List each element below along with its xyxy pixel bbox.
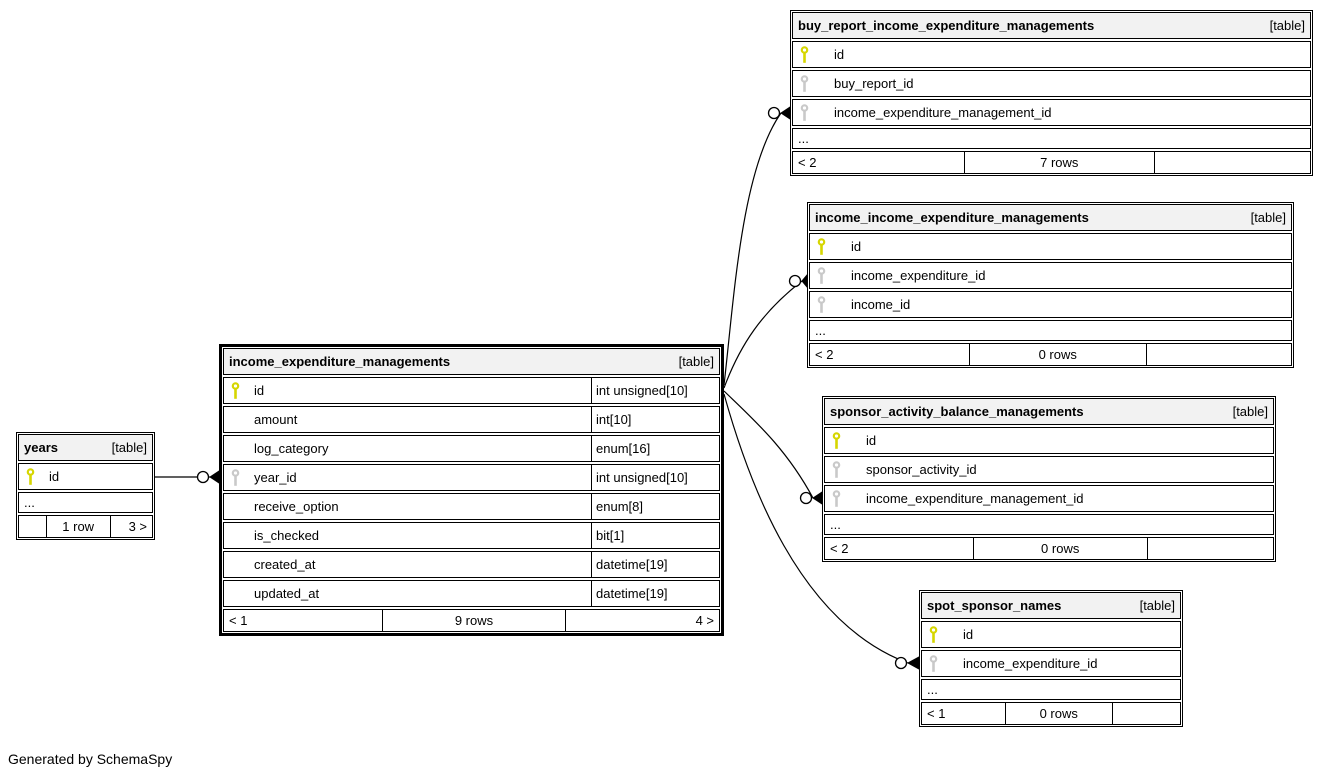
key-spacer	[231, 527, 241, 545]
column-type: enum[8]	[591, 494, 719, 519]
column-row-receive-option	[223, 493, 720, 520]
footer-rowcount: 9 rows	[382, 610, 565, 631]
column-name: log_category	[254, 441, 329, 456]
column-name: updated_at	[254, 586, 320, 601]
table-tag: [table]	[678, 354, 714, 369]
table-footer	[824, 537, 1274, 560]
column-name: buy_report_id	[834, 76, 914, 91]
table-footer	[792, 151, 1311, 174]
table-footer	[223, 609, 720, 632]
foreign-key-icon	[817, 267, 827, 285]
column-row-log-category	[223, 435, 720, 462]
footer-parents: < 1	[927, 706, 946, 721]
table-tag: [table]	[1232, 404, 1268, 419]
footer-rowcount: 0 rows	[1005, 703, 1113, 724]
column-name: id	[834, 47, 845, 62]
table-iem-header	[223, 348, 720, 375]
key-spacer	[231, 498, 241, 516]
column-row-id	[824, 427, 1274, 454]
column-name: id	[866, 433, 877, 448]
footer-parents: < 2	[815, 347, 834, 362]
more-columns-indicator: ...	[809, 320, 1292, 341]
column-row-created-at	[223, 551, 720, 578]
table-years-header	[18, 434, 153, 461]
footer-children	[1113, 703, 1180, 724]
table-footer	[18, 515, 153, 538]
table-footer	[921, 702, 1181, 725]
column-name: year_id	[254, 470, 297, 485]
column-name: is_checked	[254, 528, 320, 543]
column-name: amount	[254, 412, 298, 427]
primary-key-icon	[800, 46, 810, 64]
column-name: id	[851, 239, 862, 254]
column-name: income_expenditure_id	[963, 656, 1098, 671]
column-name: income_expenditure_management_id	[866, 491, 1084, 506]
column-row-income-expenditure-id	[809, 262, 1292, 289]
table-tag: [table]	[1269, 18, 1305, 33]
footer-children	[1148, 538, 1273, 559]
footer-children	[1147, 344, 1291, 365]
column-type: int unsigned[10]	[591, 465, 719, 490]
column-name: created_at	[254, 557, 316, 572]
column-type: datetime[19]	[591, 581, 719, 606]
table-title[interactable]: years	[24, 440, 58, 455]
more-columns-indicator: ...	[824, 514, 1274, 535]
column-row-id	[18, 463, 153, 490]
table-tag: [table]	[1139, 598, 1175, 613]
primary-key-icon	[817, 238, 827, 256]
column-row-amount	[223, 406, 720, 433]
column-row-income-expenditure-management-id	[792, 99, 1311, 126]
footer-children	[1155, 152, 1310, 173]
table-ssn-header	[921, 592, 1181, 619]
table-tag: [table]	[1250, 210, 1286, 225]
table-title[interactable]: buy_report_income_expenditure_managements	[798, 18, 1095, 33]
table-income-expenditure-managements[interactable]	[219, 344, 724, 636]
primary-key-icon	[231, 382, 241, 400]
footer-parents: < 1	[229, 613, 248, 628]
footer-parents: < 2	[798, 155, 817, 170]
footer-rowcount: 7 rows	[964, 152, 1155, 173]
table-title[interactable]: income_income_expenditure_managements	[815, 210, 1089, 225]
column-type: datetime[19]	[591, 552, 719, 577]
column-type: enum[16]	[591, 436, 719, 461]
column-type: bit[1]	[591, 523, 719, 548]
column-name: id	[49, 469, 60, 484]
column-row-buy-report-id	[792, 70, 1311, 97]
column-type: int unsigned[10]	[591, 378, 719, 403]
foreign-key-icon	[832, 490, 842, 508]
column-name: income_expenditure_id	[851, 268, 986, 283]
column-name: income_expenditure_management_id	[834, 105, 1052, 120]
footer-rowcount: 1 row	[46, 516, 111, 537]
foreign-key-icon	[800, 75, 810, 93]
table-spot-sponsor-names[interactable]	[919, 590, 1183, 727]
column-row-is-checked	[223, 522, 720, 549]
edge-iem-to-iiem	[724, 275, 807, 388]
key-spacer	[231, 585, 241, 603]
column-name: id	[254, 383, 265, 398]
column-row-sponsor-activity-id	[824, 456, 1274, 483]
foreign-key-icon	[929, 655, 939, 673]
column-row-income-id	[809, 291, 1292, 318]
table-title[interactable]: income_expenditure_managements	[229, 354, 451, 369]
table-title[interactable]: spot_sponsor_names	[927, 598, 1062, 613]
key-spacer	[231, 411, 241, 429]
key-spacer	[231, 440, 241, 458]
foreign-key-icon	[800, 104, 810, 122]
key-spacer	[231, 556, 241, 574]
column-row-id	[223, 377, 720, 404]
footer-children: 4 >	[695, 613, 714, 628]
table-iiem-header	[809, 204, 1292, 231]
more-columns-indicator: ...	[921, 679, 1181, 700]
generated-by-note: Generated by SchemaSpy	[8, 751, 173, 767]
table-years[interactable]	[16, 432, 155, 540]
footer-parents: < 2	[830, 541, 849, 556]
table-sabm-header	[824, 398, 1274, 425]
foreign-key-icon	[832, 461, 842, 479]
table-tag: [table]	[111, 440, 147, 455]
foreign-key-icon	[817, 296, 827, 314]
footer-children: 3 >	[128, 519, 147, 534]
column-row-id	[921, 621, 1181, 648]
column-row-income-expenditure-management-id	[824, 485, 1274, 512]
column-type: int[10]	[591, 407, 719, 432]
more-columns-indicator: ...	[792, 128, 1311, 149]
footer-rowcount: 0 rows	[969, 344, 1147, 365]
primary-key-icon	[929, 626, 939, 644]
column-row-id	[809, 233, 1292, 260]
column-row-id	[792, 41, 1311, 68]
table-buy-report-income-expenditure-managements[interactable]	[790, 10, 1313, 176]
foreign-key-icon	[231, 469, 241, 487]
edge-iem-to-sabm	[724, 391, 822, 504]
column-row-updated-at	[223, 580, 720, 607]
column-row-income-expenditure-id	[921, 650, 1181, 677]
column-name: sponsor_activity_id	[866, 462, 977, 477]
column-name: receive_option	[254, 499, 339, 514]
table-sponsor-activity-balance-managements[interactable]	[822, 396, 1276, 562]
table-income-income-expenditure-managements[interactable]	[807, 202, 1294, 368]
more-columns-indicator: ...	[18, 492, 153, 513]
primary-key-icon	[832, 432, 842, 450]
column-name: id	[963, 627, 974, 642]
footer-rowcount: 0 rows	[973, 538, 1148, 559]
column-row-year-id	[223, 464, 720, 491]
table-footer	[809, 343, 1292, 366]
table-title[interactable]: sponsor_activity_balance_managements	[830, 404, 1084, 419]
footer-parents	[19, 516, 46, 537]
primary-key-icon	[26, 468, 36, 486]
edge-years-to-iem	[155, 471, 219, 483]
column-name: income_id	[851, 297, 911, 312]
table-brim-header	[792, 12, 1311, 39]
edge-iem-to-brim	[724, 107, 790, 385]
